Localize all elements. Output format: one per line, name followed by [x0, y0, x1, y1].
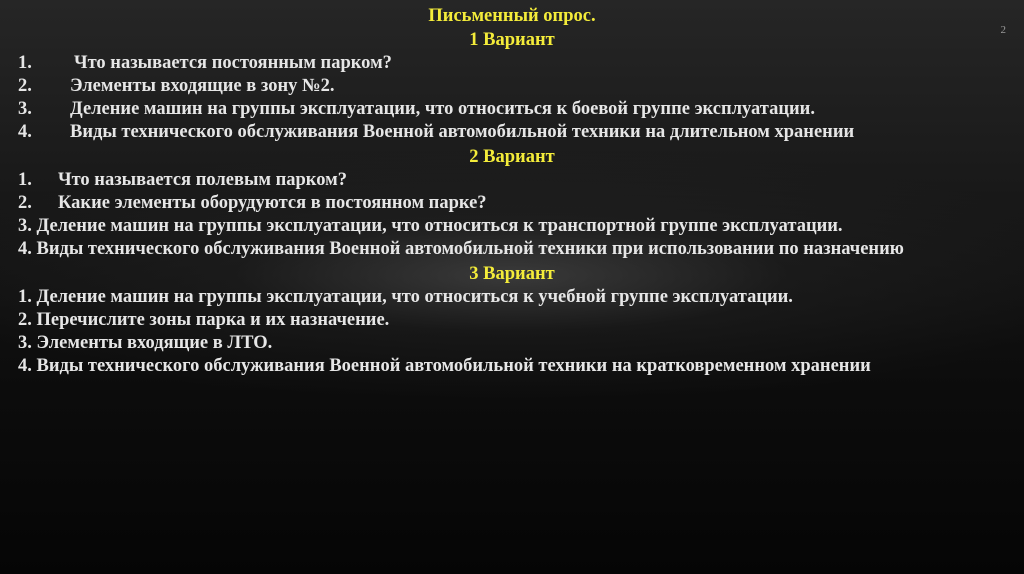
variant-1-item-1 [18, 52, 1006, 75]
variant-1-item-2 [18, 75, 1006, 98]
page-number: 2 [1000, 24, 1006, 36]
variant-3-item-1: 1. Деление машин на группы эксплуатации, что относиться к учебной группе эксплуатации. [18, 287, 793, 307]
item-text: Деление машин на группы эксплуатации, что относиться к боевой группе эксплуатации. [70, 99, 815, 119]
item-text: Какие элементы оборудуются в постоянном парке? [58, 193, 487, 213]
variant-2-item-4: 4. Виды технического обслуживания Военной автомобильной техники при использовании по назначению [18, 239, 904, 259]
item-number: 2. [18, 76, 32, 96]
variant-3-heading: 3 Вариант [469, 264, 555, 284]
variant-3-item-4: 4. Виды технического обслуживания Военной автомобильной техники на кратковременном хранении [18, 356, 871, 376]
item-text: Что называется полевым парком? [58, 170, 347, 190]
variant-2-item-1 [18, 169, 1006, 192]
item-text: Элементы входящие в зону №2. [70, 76, 335, 96]
variant-1-heading: 1 Вариант [469, 30, 555, 50]
variant-2-heading: 2 Вариант [469, 147, 555, 167]
variant-2-item-2 [18, 192, 1006, 215]
variant-3-item-2: 2. Перечислите зоны парка и их назначение. [18, 310, 390, 330]
variant-3-item-3: 3. Элементы входящие в ЛТО. [18, 333, 273, 353]
item-number: 1. [18, 53, 32, 73]
item-text: Виды технического обслуживания Военной автомобильной техники на длительном хранении [70, 122, 855, 142]
item-number: 3. [18, 99, 32, 119]
slide-content [18, 4, 1006, 378]
item-number: 4. [18, 122, 32, 142]
item-number: 1. [18, 170, 32, 190]
variant-1-item-3 [18, 98, 1006, 121]
item-number: 2. [18, 193, 32, 213]
variant-1-item-4 [18, 121, 1006, 144]
slide-title: Письменный опрос. [428, 6, 596, 26]
variant-2-item-3: 3. Деление машин на группы эксплуатации, что относиться к транспортной группе эксплуатации. [18, 216, 843, 236]
item-text: Что называется постоянным парком? [74, 53, 392, 73]
